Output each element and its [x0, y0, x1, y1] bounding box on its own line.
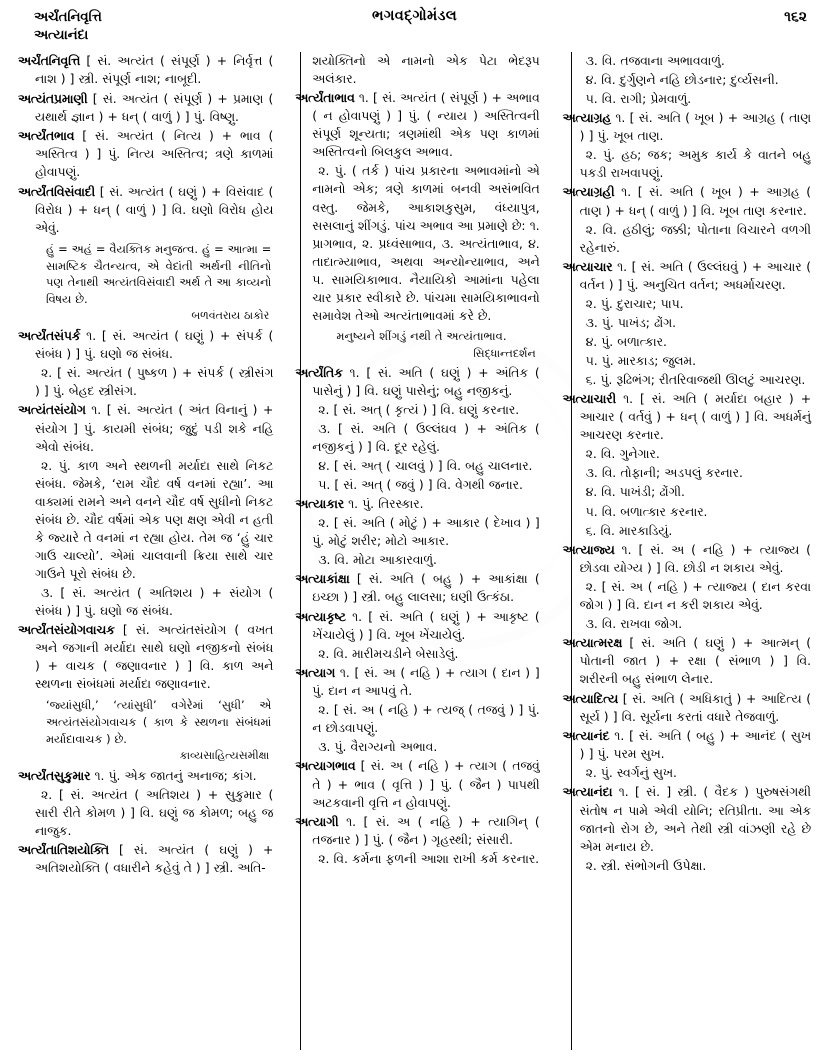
dictionary-entry	[18, 767, 273, 785]
quote-source: સિદ્ધાન્તદર્શન	[473, 346, 536, 360]
dictionary-entry	[563, 258, 811, 294]
dictionary-entry	[18, 401, 273, 455]
page-number: ૧૬૨	[784, 9, 807, 25]
entry-definition: ૧. [ સં. અત્યંત ( ઘણું ) + સંપર્ક ( સંબંધ ) ] પું. ઘણો જ સંબંધ.	[35, 329, 274, 362]
entry-sense: ૨. પું. ( તર્ક ) પાંચ પ્રકારના અભાવમાંનો એ નામનો એક; ત્રણે કાળમાં બનવી અસંભવિત વસ્તુ. જેમકે, આકાશકુસુમ, વંધ્યાપુત્ર, સસલાનું શીંગડું. પાંચ અભાવ આ પ્રમાણે છે: ૧. પ્રાગભાવ, ૨. પ્રધ્વંસાભાવ, ૩. અત્યંતાભાવ, ૪. તાદાત્મ્યાભાવ, અથવા અન્યોન્યાભાવ, અને ૫. સામયિકાભાવ. નૈયાયિકો આમાંના પહેલા ચાર પ્રકાર સ્વીકારે છે. પાંચમા સામયિકાભાવનો સમાવેશ તેઓ અત્યંતાભાવમાં કરે છે.	[312, 164, 540, 323]
entry-definition: ૧. પું. તિરસ્કાર.	[344, 497, 424, 512]
dictionary-entry	[563, 183, 811, 219]
entry-sense: ૬. વિ. મારકાડિયું.	[585, 523, 673, 538]
page-columns	[18, 52, 811, 1052]
dictionary-entry	[563, 727, 811, 763]
dictionary-entry	[295, 608, 539, 644]
entry-headword: અર્ત્યંતાભાવ	[295, 91, 355, 106]
dictionary-entry	[18, 90, 273, 126]
dictionary-entry	[18, 52, 273, 88]
entry-sense: ૪. પું. બળાત્કાર.	[585, 334, 667, 349]
entry-sense: ૩. [ સં. અત્યંત ( અતિશય ) + સંયોગ ( સંબંધ ) ] પું. ઘણો જ સંબંધ.	[35, 586, 274, 619]
entry-sense: ૪. વિ. દુર્ગુણને નહિ છોડનાર; દુર્વ્યસની.	[585, 73, 779, 88]
dictionary-entry	[563, 690, 811, 726]
column-2	[284, 52, 550, 1052]
entry-definition: ૧. [ સં. અ ( નહિ ) + ત્યાગ ( દાન ) ] પું. દાન ન આપવું તે.	[312, 666, 540, 699]
entry-definition: ૧. [ સં. અતિ ( બહુ ) + આનંદ ( સુખ ) ] પું. પરમ સુખ.	[579, 729, 811, 762]
entry-sense: ૨. વિ. ગુનેગાર.	[585, 447, 660, 462]
entry-definition: [ સં. અત્યંત ( સંપૂર્ણ ) + નિર્વૃત્ત ( નાશ ) ] સ્ત્રી. સંપૂર્ણ નાશ; નાબૂદી.	[35, 54, 274, 87]
dictionary-entry	[295, 495, 539, 513]
entry-definition: ૧. [ સં. અતિ ( મર્યાદા બહાર ) + આચાર ( વર્તવું ) + ધન્ ( વાળું ) ] વિ. અધર્મનું આચરણ કરનાર.	[579, 392, 811, 443]
entry-definition: ૧. [ સં. ] સ્ત્રી. ( વૈદક ) પુરુષસંગથી સંતોષ ન પામે એવી યોનિ; રતિપ્રીતા. આ એક જાતનો રોગ છે, અને તેથી સ્ત્રી વાંઝણી રહે છે એમ મનાય છે.	[579, 785, 811, 854]
entry-sense: ૩. પું. પાખંડ; ઢોંગ.	[585, 315, 677, 330]
entry-definition: ૧. [ સં. અતિ ( ખૂબ ) + આગ્રહ ( તાણ ) + ધન્ ( વાળું ) ] વિ. ખૂબ તાણ કરનાર.	[579, 185, 811, 218]
entry-headword: અત્યંતસંયોગ	[18, 403, 86, 418]
entry-headword: અર્ત્યંતસંપર્ક	[18, 329, 81, 344]
citation-quote	[295, 328, 539, 362]
entry-headword: અત્યાચાર	[562, 259, 613, 274]
entry-definition: ૧. [ સં. અત્યંત ( અંત વિનાનું ) + સંયોગ ] પું. કાયમી સંબંધ; જુદું પડી શકે નહિ એવો સંબંધ.	[35, 403, 274, 454]
entry-sense: ૨. [ સં. અ ( નહિ ) + ત્યાજ્ય ( દાન કરવા જોગ ) ] વિ. દાન ન કરી શકાય એવું.	[579, 579, 811, 612]
dictionary-entry	[295, 364, 539, 400]
entry-sense: ૨. વિ. કર્મના ફળની આશા રાખી કર્મ કરનાર.	[318, 852, 540, 867]
dictionary-entry	[563, 783, 811, 855]
dictionary-entry	[18, 841, 273, 877]
entry-sense: ૨. વિ. મારીમચડીને બેસાડેલું.	[318, 647, 459, 662]
dictionary-entry	[295, 664, 539, 700]
dictionary-entry	[295, 570, 539, 606]
quote-text: હું = અહં = વૈયક્તિક મનુજત્વ. હું = આત્મા = સામષ્ટિક ચૈતન્યત્વ, એ વેદાંતી અર્થની નીતિનો પણ તેનાથી અત્યંતવિસંવાદી અર્થ તે આ કાવ્યનો વિષય છે.	[46, 242, 272, 306]
book-title: ભગવદ્ગોમંડલ	[371, 8, 458, 24]
entry-headword: અત્યાદિત્ય	[562, 691, 619, 706]
entry-definition: [ સં. અતિ ( અધિકાતું ) + આદિત્ય ( સૂર્ય ) ] વિ. સૂર્યના કરતાં વધારે તેજવાળું.	[579, 691, 811, 724]
entry-sense: ૨. [ સં. અત્યંત ( પુષ્કળ ) + સંપર્ક ( સ્ત્રીસંગ ) ] પું. બેહદ સ્ત્રીસંગ.	[35, 366, 274, 399]
dictionary-entry	[18, 127, 273, 181]
entry-definition: [ સં. અત્યંત ( ઘણું ) + વિસંવાદ ( વિરોધ ) + ધન્ ( વાળું ) ] વિ. ઘણો વિરોધ હોય એવું.	[35, 184, 274, 236]
entry-sense: ૩. વિ. તજવાના અભાવવાળું.	[585, 54, 725, 68]
entry-sense: ૩. [ સં. અતિ ( ઉલ્લંઘવ ) + અંતિક ( નજીકનું ) ] વિ. દૂર રહેલું.	[312, 421, 540, 454]
dictionary-entry	[18, 327, 273, 363]
entry-headword: અત્યાકૃષ્ટ	[295, 609, 346, 624]
entry-sense: ૩. વિ. તોફાની; અડપલું કરનાર.	[585, 466, 743, 481]
entry-headword: અર્ત્યંતવિસંવાદી	[18, 184, 96, 199]
entry-sense: ૩. પું. વૈરાગ્યનો અભાવ.	[318, 740, 438, 755]
entry-sense: ૨. [ સં. અ ( નહિ ) + ત્યજ્ ( તજવું ) ] પું. ન છોડવાપણું.	[312, 703, 540, 736]
dictionary-entry	[563, 390, 811, 444]
entry-headword: અર્ત્યંતસંયોગવાચક	[18, 623, 115, 638]
entry-definition: [ સં. અતિ ( ઘણું ) + આત્મન્ ( પોતાની જાત ) + રક્ષા ( સંભાળ ) ] વિ. શરીરની બહુ સંભાળ લેનાર.	[579, 635, 811, 687]
quote-source: કાવ્યસાહિત્યસમીક્ષા	[179, 749, 270, 763]
quote-text: ‘જ્યાંસુધી,’ ‘ત્યાંસુધી’ વગેરેમાં ‘સુધી’ એ અત્યંતસંયોગવાચક ( કાળ કે સ્થળના સંબંધમાં મર્યાદાવાચક ) છે.	[46, 698, 272, 746]
entry-sense: ૨. [ સં. અતિ ( મોટું ) + આકાર ( દેખાવ ) ] પું. મોટું શરીર; મોટો આકાર.	[312, 516, 540, 549]
entry-headword: અત્યાગભાવ	[295, 759, 356, 774]
entry-definition: [ સં. અ ( નહિ ) + ત્યાગ ( તજવું તે ) + ભાવ ( વૃત્તિ ) ] પું. ( જૈન ) પાપથી અટકવાની વૃત્તિ ન હોવાપણું.	[312, 759, 540, 810]
entry-sense: ૫. વિ. બળાત્કાર કરનાર.	[585, 504, 708, 519]
entry-headword: અર્ત્યંતિક	[295, 365, 343, 380]
entry-headword: અત્યાનંદા	[562, 785, 613, 800]
entry-headword: અર્ત્યંતસુકુમાર	[18, 768, 91, 783]
entry-definition: ૧. પું. એક જાતનું અનાજ; કાંગ.	[90, 768, 257, 783]
entry-sense: ૪. વિ. પાખંડી; ઢોંગી.	[585, 485, 685, 500]
entry-definition: ૧. [ સં. અતિ ( ઘણું ) + આકૃષ્ટ ( ખેંચાયેલું ) ] વિ. ખૂબ ખેંચાયેલું.	[312, 609, 540, 643]
dictionary-entry	[18, 621, 273, 693]
entry-headword: અત્યાગી	[295, 815, 339, 830]
dictionary-entry	[563, 541, 811, 577]
entry-sense: ૩. વિ. રાખવા જોગ.	[585, 616, 683, 631]
entry-definition: ૧. [ સં. અત્યંત ( સંપૂર્ણ ) + અભાવ ( ન હોવાપણું ) ] પું. ( ન્યાય ) અસ્તિત્વની સંપૂર્ણ શૂન્યતા; ત્રણમાંથી એક પણ કાળમાં અસ્તિત્વનો બિલકુલ અભાવ.	[312, 91, 540, 160]
dictionary-entry	[295, 757, 539, 811]
running-head-left-line1: અર્ચંતનિવૃત્તિ	[34, 9, 102, 25]
entry-headword: અત્યાગ્રહી	[562, 185, 615, 200]
entry-headword: અત્યાત્મરક્ષ	[562, 635, 623, 650]
entry-definition: [ સં. અત્યંત ( નિત્ય ) + ભાવ ( અસ્તિત્વ ) ] પું. નિત્ય અસ્તિત્વ; ત્રણે કાળમાં હોવાપણું.	[35, 129, 274, 180]
entry-definition: [ સં. અત્યંત ( ઘણું ) + અતિશયોક્તિ ( વધારીને કહેવું તે ) ] સ્ત્રી. અતિ-	[35, 843, 274, 876]
entry-sense: ૨. પું. સ્વર્ગનું સુખ.	[585, 766, 677, 781]
entry-sense: ૫. [ સં. અત્ ( જવું ) ] વિ. વેગથી જનાર.	[318, 478, 523, 493]
dictionary-entry	[295, 89, 539, 161]
entry-definition: ૧. [ સં. અ ( નહિ ) + ત્યાજ્ય ( છોડવા યોગ્ય ) ] વિ. છોડી ન શકાય એવું.	[579, 542, 811, 575]
entry-sense: ૪. [ સં. અત્ ( ચાલવું ) ] વિ. બહુ ચાલનાર.	[318, 458, 533, 473]
entry-sense: ૨. પું. હઠ; જક; અમુક કાર્ય કે વાતને બહુ પકડી રાખવાપણું.	[579, 148, 811, 181]
entry-sense: ૨. વિ. હઠીલું; જક્કી; પોતાના વિચારને વળગી રહેનારું.	[579, 222, 811, 255]
entry-definition: ૧. [ સં. અ ( નહિ ) + ત્યાગિન્ ( તજનાર ) ] પું. ( જૈન ) ગૃહસ્થી; સંસારી.	[312, 815, 540, 848]
entry-sense: ૩. વિ. મોટા આકારવાળું.	[318, 553, 437, 568]
citation-quote	[18, 697, 273, 764]
entry-sense: ૨. પું. કાળ અને સ્થળની મર્યાદા સાથે નિકટ સંબંધ. જેમકે, ‘રામ ચૌદ વર્ષ વનમાં રહ્યા’. આ વાક્યમાં રામને અને વનને ચૌદ વર્ષ સુધીનો નિકટ સંબંધ છે. ચૌદ વર્ષમાં એક પણ ક્ષણ એવી ન હતી કે જ્યારે તે વનમાં ન રહ્યા હોય. તેમ જ ‘હું ચાર ગાઉ ચાલ્યો’. એમાં ચાલવાની ક્રિયા સાથે ચાર ગાઉને પૂરો સંબંધ છે.	[35, 458, 274, 581]
entry-sense: ૫. પું. મારકાડ; જુલમ.	[585, 354, 697, 368]
citation-quote	[18, 241, 273, 324]
entry-headword: અત્યાગ	[295, 666, 336, 681]
dictionary-entry	[18, 183, 273, 237]
column-1	[18, 52, 284, 1052]
entry-sense: ૫. વિ. રાગી; પ્રેમવાળું.	[585, 92, 692, 107]
entry-headword: અત્યાચારી	[562, 392, 617, 407]
entry-definition: [ સં. અત્યંતસંયોગ ( વખત અને જગાની મર્યાદા સાથે ઘણો નજીકનો સંબંધ ) + વાચક ( જણાવનાર ) ] વિ. કાળ અને સ્થળના સંબંધમાં મર્યાદા જણાવનાર.	[35, 623, 274, 692]
entry-headword: અર્ચંતનિવૃત્તિ	[18, 54, 81, 68]
running-head-left-line2: અત્યાનંદા	[34, 27, 89, 44]
quote-source: બળવંતરાય ઠાકોર	[191, 309, 270, 323]
dictionary-entry	[563, 634, 811, 688]
entry-headword: અત્યંતપ્રમાણી	[18, 91, 88, 106]
entry-headword: અત્યાકાર	[295, 497, 345, 512]
dictionary-entry	[295, 813, 539, 849]
running-head	[18, 6, 811, 52]
entry-sense: ૨. [ સં. અત્યંત ( અતિશય ) + સુકુમાર ( સારી રીતે કોમળ ) ] વિ. ઘણું જ કોમળ; બહુ જ નાજુક.	[35, 788, 274, 839]
entry-headword: અત્યાકાંક્ષા	[295, 572, 350, 587]
entry-headword: અર્ત્યંતાતિશયોક્તિ	[18, 843, 109, 858]
entry-headword: અત્યાનંદ	[562, 729, 610, 744]
entry-definition: ૧. [ સં. અતિ ( ઘણું ) + અંતિક ( પાસેનું ) ] વિ. ઘણું પાસેનું; બહુ નજીકનું.	[312, 365, 540, 398]
entry-definition: ૧. [ સં. અતિ ( ઉલ્લંઘવું ) + આચાર ( વર્તન ) ] પું. અનુચિત વર્તન; અધર્માચરણ.	[579, 259, 811, 292]
dictionary-entry	[563, 109, 811, 145]
entry-headword: અર્ત્યંતભાવ	[18, 129, 75, 144]
entry-sense: ૨. સ્ત્રી. સંભોગની ઉપેક્ષા.	[585, 858, 707, 873]
entry-sense: ૨. પું. દુરાચાર; પાપ.	[585, 296, 684, 311]
entry-definition: [ સં. અત્યંત ( સંપૂર્ણ ) + પ્રમાણ ( યથાર્થ જ્ઞાન ) + ધન્ ( વાળું ) ] પું. વિષ્ણુ.	[35, 91, 274, 124]
entry-definition: [ સં. અતિ ( બહુ ) + આકાંક્ષા ( ઇચ્છા ) ] સ્ત્રી. બહુ લાલસા; ઘણી ઉત્કંઠા.	[312, 572, 540, 605]
entry-headword: અત્યાગ્રહ	[562, 111, 612, 126]
quote-text: મનુષ્યને શીંગડું નથી તે અત્યંતાભાવ.	[336, 328, 507, 343]
entry-sense: ૬. પું. રૂઢિભંગ; રીતરિવાજથી ઊલટું આચરણ.	[585, 373, 806, 388]
entry-sense: ૨. [ સં. અત્ ( કૃત્યં ) ] વિ. ઘણું કરનાર.	[318, 402, 520, 417]
entry-headword: અત્યાજ્ય	[562, 542, 615, 557]
column-3	[551, 52, 811, 1052]
entry-definition: ૧. [ સં. અતિ ( ખૂબ ) + આગ્રહ ( તાણ ) ] પું. ખૂબ તાણ.	[579, 111, 811, 144]
entry-continuation: શયોક્તિનો એ નામનો એક પેટા ભેદરૂપ અલંકાર.	[312, 54, 540, 87]
